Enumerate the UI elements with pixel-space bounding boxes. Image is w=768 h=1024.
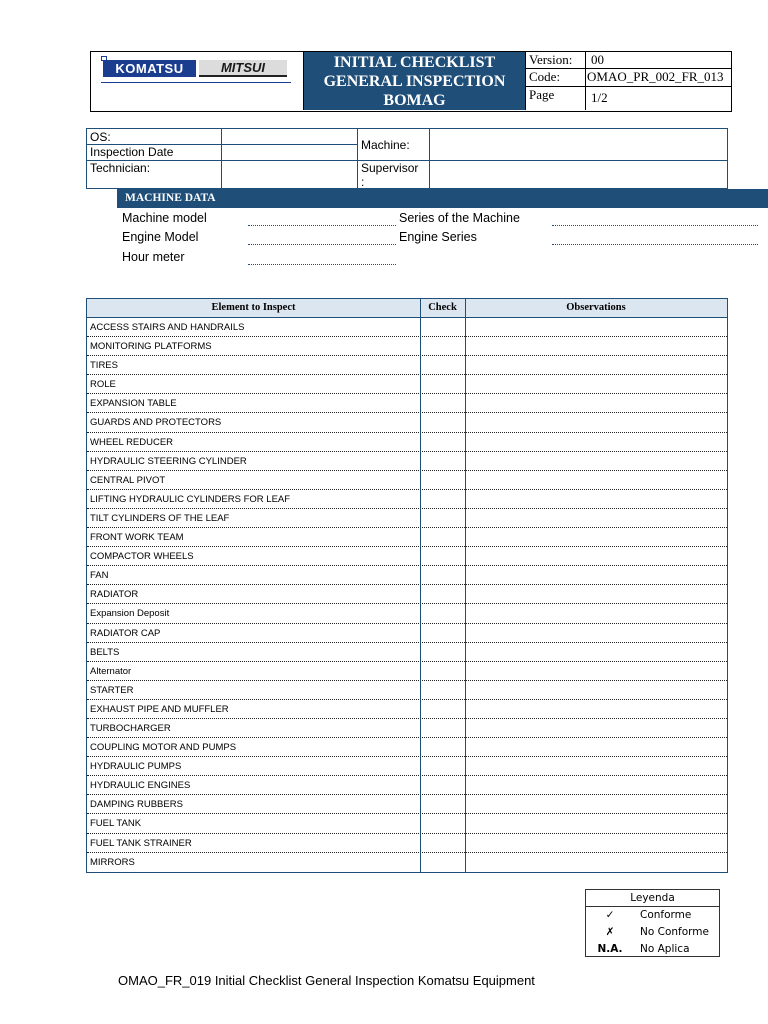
check-cell[interactable] — [420, 719, 465, 737]
element-to-inspect: STARTER — [90, 684, 134, 696]
series-label: Series of the Machine — [399, 211, 520, 225]
code-label: Code: — [526, 69, 586, 86]
supervisor-label: Supervisor — [361, 161, 419, 175]
machine-model-field[interactable] — [248, 225, 396, 226]
table-row — [87, 490, 727, 509]
table-row — [87, 853, 727, 872]
check-cell[interactable] — [420, 624, 465, 642]
observations-cell[interactable] — [465, 509, 727, 527]
element-to-inspect: Expansion Deposit — [90, 608, 170, 620]
legend-item — [586, 941, 719, 958]
element-to-inspect: BELTS — [90, 646, 120, 658]
observations-cell[interactable] — [465, 604, 727, 622]
column-divider — [420, 299, 421, 872]
observations-cell[interactable] — [465, 318, 727, 336]
table-row — [87, 814, 727, 833]
machine-label: Machine: — [361, 138, 410, 152]
check-cell[interactable] — [420, 471, 465, 489]
table-header — [87, 299, 727, 318]
legend-label: No Conforme — [640, 926, 709, 938]
check-cell[interactable] — [420, 433, 465, 451]
table-row — [87, 413, 727, 432]
observations-cell[interactable] — [465, 356, 727, 374]
observations-cell[interactable] — [465, 566, 727, 584]
inspection-table — [86, 298, 728, 873]
observations-cell[interactable] — [465, 757, 727, 775]
check-cell[interactable] — [420, 853, 465, 872]
element-to-inspect: DAMPING RUBBERS — [90, 799, 183, 811]
page-label: Page — [526, 87, 586, 110]
table-row — [87, 643, 727, 662]
legend-box — [585, 889, 720, 957]
info-divider — [357, 129, 358, 188]
element-to-inspect: FUEL TANK — [90, 818, 142, 830]
element-to-inspect: RADIATOR — [90, 589, 139, 601]
element-to-inspect: HYDRAULIC PUMPS — [90, 761, 182, 773]
observations-cell[interactable] — [465, 719, 727, 737]
check-cell[interactable] — [420, 375, 465, 393]
inspection-date-label: Inspection Date — [90, 145, 174, 159]
table-row — [87, 681, 727, 700]
table-row — [87, 337, 727, 356]
technician-field[interactable] — [222, 161, 357, 189]
not-applicable-symbol: N.A. — [597, 943, 623, 955]
engine-model-field[interactable] — [248, 244, 396, 245]
table-row — [87, 375, 727, 394]
table-row — [87, 318, 727, 337]
table-row — [87, 719, 727, 738]
checkmark-icon: ✓ — [605, 909, 615, 921]
element-to-inspect: FRONT WORK TEAM — [90, 532, 184, 544]
check-cell[interactable] — [420, 585, 465, 603]
table-row — [87, 528, 727, 547]
observations-cell[interactable] — [465, 394, 727, 412]
observations-cell[interactable] — [465, 795, 727, 813]
element-to-inspect: RADIATOR CAP — [90, 627, 161, 639]
document-header — [90, 51, 732, 112]
info-divider — [221, 129, 222, 188]
title-line-1: INITIAL CHECKLIST — [333, 54, 496, 71]
observations-cell[interactable] — [465, 834, 727, 852]
check-cell[interactable] — [420, 337, 465, 355]
table-row — [87, 834, 727, 853]
observations-cell[interactable] — [465, 585, 727, 603]
machine-model-label: Machine model — [122, 211, 207, 225]
check-cell[interactable] — [420, 814, 465, 832]
element-to-inspect: COMPACTOR WHEELS — [90, 551, 194, 563]
os-field[interactable] — [222, 129, 357, 144]
table-row — [87, 547, 727, 566]
check-cell[interactable] — [420, 700, 465, 718]
info-divider — [87, 160, 727, 161]
hour-meter-label: Hour meter — [122, 250, 185, 264]
observations-cell[interactable] — [465, 413, 727, 431]
supervisor-field[interactable] — [430, 161, 727, 189]
document-title — [303, 52, 525, 110]
version-value: 00 — [591, 52, 604, 67]
machine-data-title: MACHINE DATA — [117, 189, 768, 208]
table-row — [87, 795, 727, 814]
check-cell[interactable] — [420, 643, 465, 661]
check-cell[interactable] — [420, 318, 465, 336]
table-row — [87, 433, 727, 452]
check-cell[interactable] — [420, 757, 465, 775]
observations-cell[interactable] — [465, 490, 727, 508]
observations-cell[interactable] — [465, 853, 727, 872]
company-logos — [91, 52, 303, 110]
document-meta — [525, 52, 731, 110]
check-cell[interactable] — [420, 662, 465, 680]
table-row — [87, 662, 727, 681]
series-field[interactable] — [552, 225, 758, 226]
table-row — [87, 509, 727, 528]
engine-model-label: Engine Model — [122, 230, 199, 244]
observations-cell[interactable] — [465, 700, 727, 718]
machine-field[interactable] — [430, 129, 727, 160]
table-row — [87, 452, 727, 471]
observations-cell[interactable] — [465, 624, 727, 642]
observations-cell[interactable] — [465, 337, 727, 355]
version-row — [526, 52, 732, 69]
inspection-info-block — [86, 128, 728, 189]
engine-series-label: Engine Series — [399, 230, 477, 244]
komatsu-logo: KOMATSU — [103, 60, 196, 77]
observations-cell[interactable] — [465, 433, 727, 451]
legend-label: Conforme — [640, 909, 692, 921]
check-cell[interactable] — [420, 356, 465, 374]
supervisor-colon: : — [361, 175, 365, 189]
element-to-inspect: FUEL TANK STRAINER — [90, 837, 192, 849]
observations-cell[interactable] — [465, 375, 727, 393]
observations-cell[interactable] — [465, 471, 727, 489]
check-cell[interactable] — [420, 604, 465, 622]
observations-cell[interactable] — [465, 452, 727, 470]
check-cell[interactable] — [420, 547, 465, 565]
table-row — [87, 566, 727, 585]
title-line-2: GENERAL INSPECTION — [323, 73, 506, 90]
element-to-inspect: GUARDS AND PROTECTORS — [90, 417, 222, 429]
header-element: Element to Inspect — [211, 302, 296, 313]
element-to-inspect: HYDRAULIC ENGINES — [90, 780, 191, 792]
check-cell[interactable] — [420, 681, 465, 699]
title-line-3: BOMAG — [383, 92, 446, 109]
table-row — [87, 757, 727, 776]
table-row — [87, 471, 727, 490]
header-observations: Observations — [566, 302, 626, 313]
cross-icon: ✗ — [605, 926, 615, 938]
observations-cell[interactable] — [465, 528, 727, 546]
element-to-inspect: WHEEL REDUCER — [90, 436, 174, 448]
check-cell[interactable] — [420, 452, 465, 470]
observations-cell[interactable] — [465, 814, 727, 832]
element-to-inspect: Alternator — [90, 665, 132, 677]
check-cell[interactable] — [420, 738, 465, 756]
os-label: OS: — [90, 130, 111, 144]
observations-cell[interactable] — [465, 547, 727, 565]
observations-cell[interactable] — [465, 643, 727, 661]
mitsui-logo: MITSUI — [199, 60, 287, 77]
element-to-inspect: MONITORING PLATFORMS — [90, 341, 212, 353]
page-value: 1/2 — [591, 90, 608, 105]
document-footer: OMAO_FR_019 Initial Checklist General Inspection Komatsu Equipment — [118, 973, 535, 988]
legend-item — [586, 924, 719, 941]
header-check: Check — [428, 302, 457, 313]
check-cell[interactable] — [420, 413, 465, 431]
check-cell[interactable] — [420, 394, 465, 412]
inspection-date-field[interactable] — [222, 145, 357, 160]
check-cell[interactable] — [420, 566, 465, 584]
observations-cell[interactable] — [465, 681, 727, 699]
table-row — [87, 700, 727, 719]
check-cell[interactable] — [420, 834, 465, 852]
observations-cell[interactable] — [465, 776, 727, 794]
table-row — [87, 394, 727, 413]
element-to-inspect: TILT CYLINDERS OF THE LEAF — [90, 512, 230, 524]
info-divider — [87, 144, 357, 145]
check-cell[interactable] — [420, 490, 465, 508]
code-value: OMAO_PR_002_FR_013 — [587, 69, 724, 84]
observations-cell[interactable] — [465, 662, 727, 680]
column-divider — [465, 299, 466, 872]
element-to-inspect: TIRES — [90, 360, 118, 372]
legend-title: Leyenda — [586, 890, 719, 907]
page-row — [526, 87, 732, 110]
element-to-inspect: HYDRAULIC STEERING CYLINDER — [90, 455, 247, 467]
element-to-inspect: CENTRAL PIVOT — [90, 474, 166, 486]
table-row — [87, 624, 727, 643]
code-row — [526, 69, 732, 87]
element-to-inspect: COUPLING MOTOR AND PUMPS — [90, 742, 237, 754]
element-to-inspect: EXPANSION TABLE — [90, 398, 177, 410]
table-row — [87, 738, 727, 757]
table-row — [87, 585, 727, 604]
element-to-inspect: ACCESS STAIRS AND HANDRAILS — [90, 322, 245, 333]
check-cell[interactable] — [420, 776, 465, 794]
element-to-inspect: LIFTING HYDRAULIC CYLINDERS FOR LEAF — [90, 493, 291, 505]
element-to-inspect: TURBOCHARGER — [90, 722, 171, 734]
version-label: Version: — [526, 52, 586, 68]
table-row — [87, 776, 727, 795]
check-cell[interactable] — [420, 795, 465, 813]
hour-meter-field[interactable] — [248, 264, 396, 265]
logo-divider — [101, 82, 291, 83]
table-body — [87, 318, 727, 872]
table-row — [87, 604, 727, 623]
legend-item — [586, 907, 719, 924]
info-divider — [429, 129, 430, 188]
check-cell[interactable] — [420, 528, 465, 546]
element-to-inspect: MIRRORS — [90, 856, 135, 868]
element-to-inspect: ROLE — [90, 379, 116, 391]
engine-series-field[interactable] — [552, 244, 758, 245]
technician-label: Technician: — [90, 161, 151, 175]
observations-cell[interactable] — [465, 738, 727, 756]
legend-label: No Aplica — [640, 943, 690, 955]
table-row — [87, 356, 727, 375]
element-to-inspect: FAN — [90, 570, 109, 582]
check-cell[interactable] — [420, 509, 465, 527]
element-to-inspect: EXHAUST PIPE AND MUFFLER — [90, 703, 229, 715]
